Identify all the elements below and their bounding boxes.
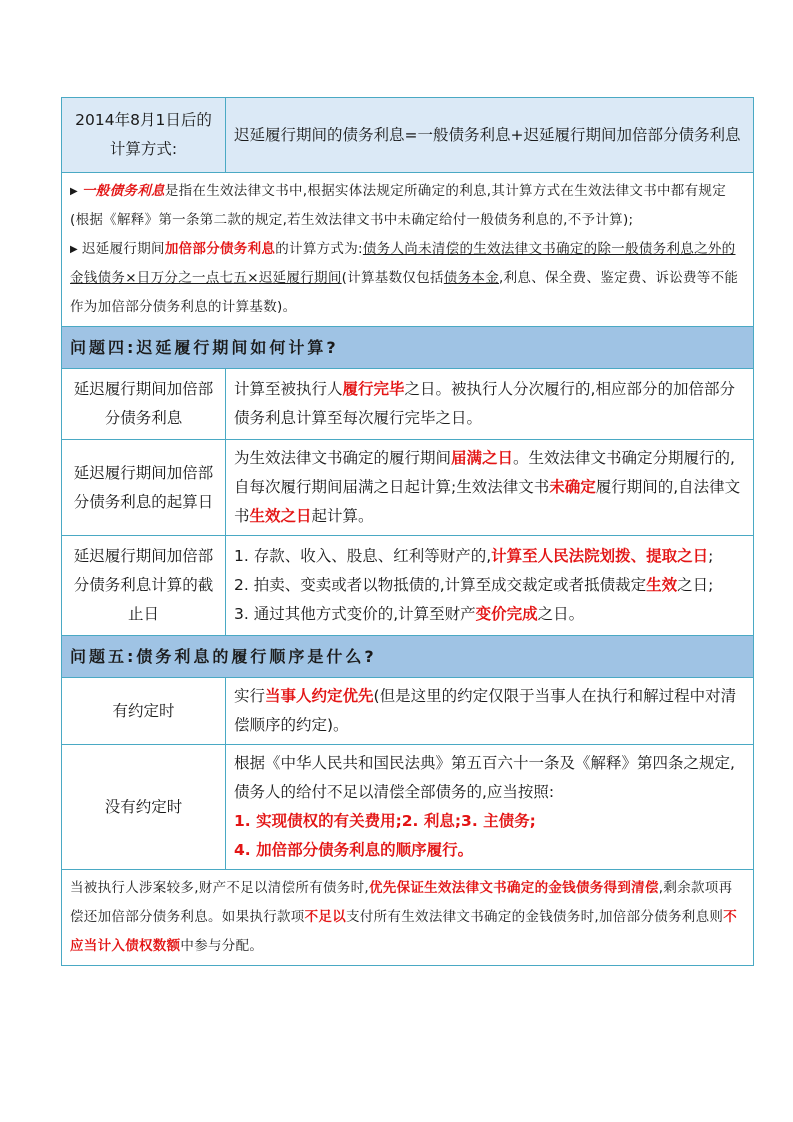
question-five-title: 问题五:债务利息的履行顺序是什么?: [62, 636, 754, 678]
final-note-row: [62, 870, 754, 966]
interest-calculation-table: [61, 97, 754, 966]
base-principal: 债务本金: [443, 270, 499, 286]
note-double-interest: ▶ 迟延履行期间加倍部分债务利息的计算方式为:债务人尚未清偿的生效法律文书确定的除一般债务利息之外的金钱债务×日万分之一点七五×迟延履行期间(计算基数仅包括债务本金,利息、保全费、鉴定费、诉讼费等不能作为加倍部分债务利息的计算基数)。: [70, 235, 745, 322]
question-four-header: [62, 327, 754, 369]
note-general-interest: ▶ 一般债务利息是指在生效法律文书中,根据实体法规定所确定的利息,其计算方式在生效法律文书中都有规定(根据《解释》第一条第二款的规定,若生效法律文书中未确定给付一般债务利息的,不予计算);: [70, 177, 745, 235]
final-note: 当被执行人涉案较多,财产不足以清偿所有债务时,优先保证生效法律文书确定的金钱债务得到清偿,剩余款项再偿还加倍部分债务利息。如果执行款项不足以支付所有生效法律文书确定的金钱债务时,加倍部分债务利息则不应当计入债权数额中参与分配。: [62, 870, 754, 966]
formula-text: 迟延履行期间的债务利息=一般债务利息+迟延履行期间加倍部分债务利息: [226, 98, 754, 173]
q4-row-start-date: [62, 440, 754, 536]
formula-row: [62, 98, 754, 173]
repayment-order-1: 1. 实现债权的有关费用;2. 利息;3. 主债务;: [234, 812, 536, 830]
q5-row2-label: 没有约定时: [62, 745, 226, 870]
q4-row3-text: [226, 536, 754, 636]
q5-row1-text: 实行当事人约定优先(但是这里的约定仅限于当事人在执行和解过程中对清偿顺序的约定)。: [226, 678, 754, 745]
term-general-interest: 一般债务利息: [82, 183, 165, 199]
triangle-bullet-icon: ▶: [70, 186, 78, 197]
q4-row2-text: 为生效法律文书确定的履行期间届满之日。生效法律文书确定分期履行的,自每次履行期间届满之日起计算;生效法律文书未确定履行期间的,自法律文书生效之日起计算。: [226, 440, 754, 536]
triangle-bullet-icon: ▶: [70, 244, 78, 255]
cutoff-item-1: 1. 存款、收入、股息、红利等财产的,计算至人民法院划拨、提取之日;: [234, 547, 714, 565]
q4-row3-label: 延迟履行期间加倍部分债务利息计算的截止日: [62, 536, 226, 636]
explanation-row: [62, 173, 754, 327]
q5-row2-text: 根据《中华人民共和国民法典》第五百六十一条及《解释》第四条之规定,债务人的给付不足以清偿全部债务的,应当按照: 1. 实现债权的有关费用;2. 利息;3. 主债务; 4. 加倍部分债务利息的顺序履行。: [226, 745, 754, 870]
q4-row-end-date: [62, 369, 754, 440]
q4-row2-label: 延迟履行期间加倍部分债务利息的起算日: [62, 440, 226, 536]
q4-row-cutoff-date: [62, 536, 754, 636]
term-double-interest: 加倍部分债务利息: [164, 241, 276, 257]
q4-row1-text: 计算至被执行人履行完毕之日。被执行人分次履行的,相应部分的加倍部分债务利息计算至每次履行完毕之日。: [226, 369, 754, 440]
q4-row1-label: 延迟履行期间加倍部分债务利息: [62, 369, 226, 440]
cutoff-item-3: 3. 通过其他方式变价的,计算至财产变价完成之日。: [234, 605, 585, 623]
formula-label: 2014年8月1日后的计算方式:: [62, 98, 226, 173]
cutoff-item-2: 2. 拍卖、变卖或者以物抵债的,计算至成交裁定或者抵债裁定生效之日;: [234, 576, 714, 594]
double-interest-formula: 债务人尚未清偿的生效法律文书确定的除一般债务利息之外的金钱债务×日万分之一点七五×迟延履行期间: [70, 241, 736, 286]
q5-row-agreed: [62, 678, 754, 745]
q5-row-not-agreed: [62, 745, 754, 870]
explanation-notes: [62, 173, 754, 327]
question-five-header: [62, 636, 754, 678]
repayment-order-2: 4. 加倍部分债务利息的顺序履行。: [234, 841, 474, 859]
q5-row1-label: 有约定时: [62, 678, 226, 745]
question-four-title: 问题四:迟延履行期间如何计算?: [62, 327, 754, 369]
